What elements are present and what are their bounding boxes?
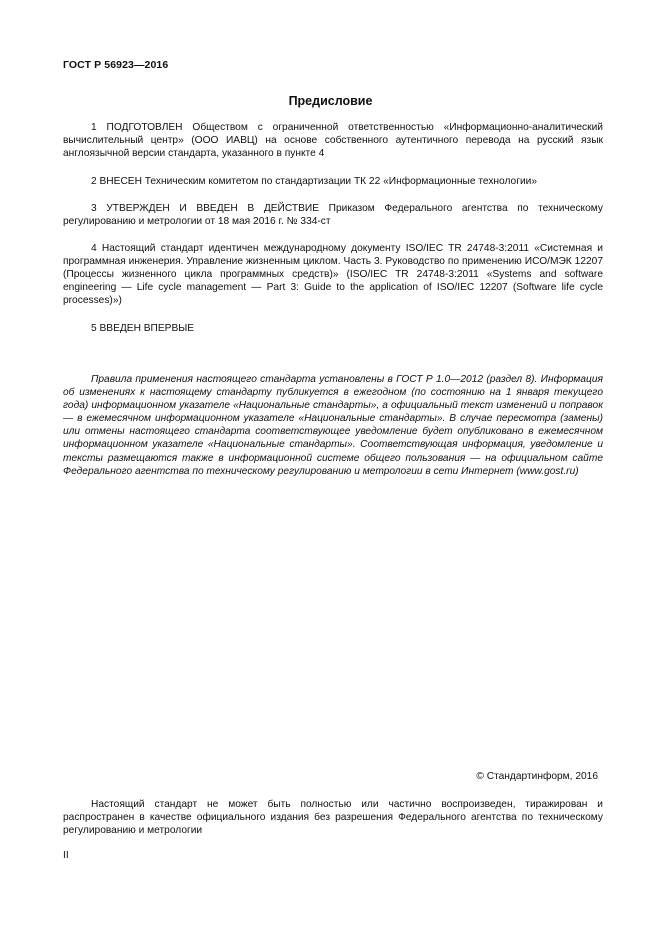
reproduction-notice: Настоящий стандарт не может быть полностью или частично воспроизведен, тиражирован и распространен в качестве официального издания без разрешения Федерального агентства по техническому регулированию и метрологии — [63, 799, 603, 837]
foreword-item-prepared: 1 ПОДГОТОВЛЕН Обществом с ограниченной ответственностью «Информационно-аналитический вычислительный центр» (ООО ИАВЦ) на основе собственного аутентичного перевода на русский язык англоязычной версии стандарта, указанного в пункте 4 — [63, 122, 603, 160]
foreword-item-approved: 3 УТВЕРЖДЕН И ВВЕДЕН В ДЕЙСТВИЕ Приказом Федерального агентства по техническому регулированию и метрологии от 18 мая 2016 г. № 334-ст — [63, 203, 603, 228]
foreword-item-submitted: 2 ВНЕСЕН Техническим комитетом по стандартизации ТК 22 «Информационные технологии» — [91, 176, 537, 187]
standard-code-header: ГОСТ Р 56923—2016 — [63, 59, 169, 71]
page-title: Предисловие — [288, 94, 373, 108]
foreword-item-identical: 4 Настоящий стандарт идентичен международному документу ISO/IEC TR 24748-3:2011 «Системная и программная инженерия. Управление жизненным циклом. Часть 3. Руководство по применению ИСО/МЭК 12207 (Процессы жизненного цикла программных средств)» (ISO/IEC TR 24748-3:2011 «Systems and software engineering — Life cycle management — Part 3: Guide to the application of ISO/IEC 12207 (Software life cycle processes)») — [63, 243, 603, 307]
copyright-line: © Стандартинформ, 2016 — [476, 771, 598, 782]
foreword-item-first-introduced: 5 ВВЕДЕН ВПЕРВЫЕ — [91, 323, 195, 334]
page-number: II — [63, 850, 69, 861]
rules-notice: Правила применения настоящего стандарта установлены в ГОСТ Р 1.0—2012 (раздел 8). Информация об изменениях к настоящему стандарту публикуется в ежегодном (по состоянию на 1 января текущего года) информационном указателе «Национальные стандарты», а официальный текст изменений и поправок — в ежемесячном информационном указателе «Национальные стандарты». В случае пересмотра (замены) или отмены настоящего стандарта соответствующее уведомление будет опубликовано в ежемесячном информационном указателе «Национальные стандарты». Соответствующая информация, уведомление и тексты размещаются также в информационной системе общего пользования — на официальном сайте Федерального агентства по техническому регулированию и метрологии в сети Интернет (www.gost.ru) — [63, 374, 603, 477]
